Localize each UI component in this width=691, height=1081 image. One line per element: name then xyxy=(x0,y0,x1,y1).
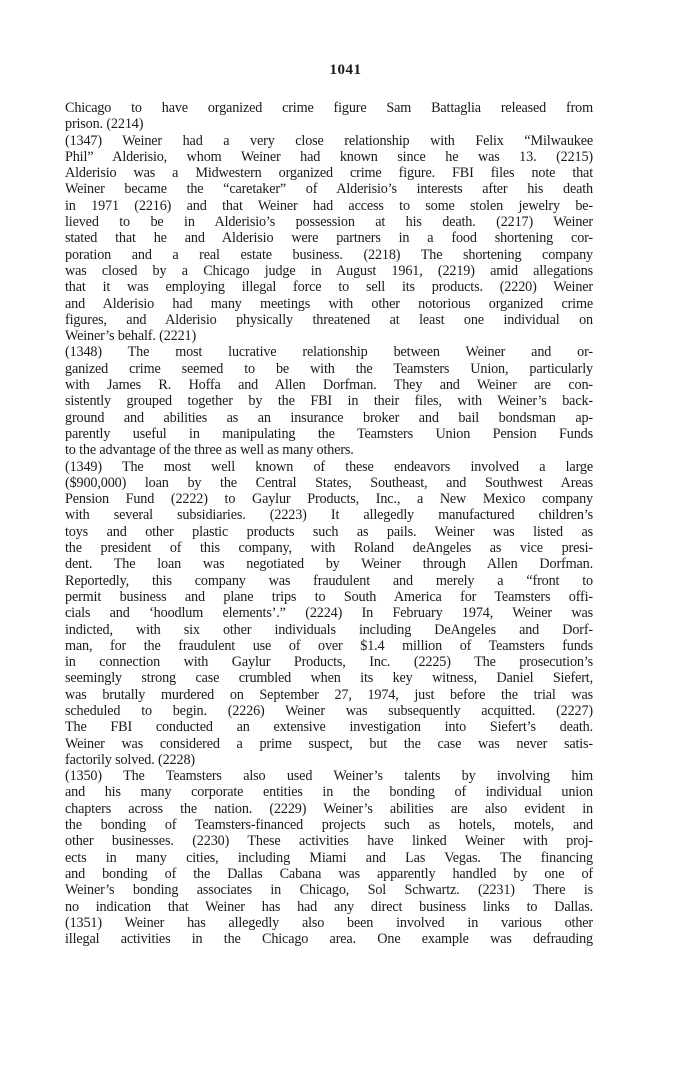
text-line: the president of this company, with Roland deAngeles as vice presi- xyxy=(65,540,593,557)
text-line: Weiner’s bonding associates in Chicago, Sol Schwartz. (2231) There is xyxy=(65,882,593,899)
text-line: to the advantage of the three as well as many others. xyxy=(65,442,354,459)
text-line: ground and abilities as an insurance broker and bail bondsman ap- xyxy=(65,409,593,426)
text-line: factorily solved. (2228) xyxy=(65,751,195,768)
text-line: Weiner’s behalf. (2221) xyxy=(65,328,197,345)
page-number: 1041 xyxy=(329,62,362,78)
text-line: The FBI conducted an extensive investigation into Siefert’s death. xyxy=(65,719,593,736)
text-line: and bonding of the Dallas Cabana was apparently handled by one of xyxy=(65,865,593,882)
text-line: Pension Fund (2222) to Gaylur Products, Inc., a New Mexico company xyxy=(65,491,593,508)
text-line: was closed by a Chicago judge in August 1961, (2219) amid allegations xyxy=(65,262,593,279)
text-line: Reportedly, this company was fraudulent and merely a “front to xyxy=(65,572,593,589)
text-line: and Alderisio had many meetings with other notorious organized crime xyxy=(65,295,593,312)
text-line: illegal activities in the Chicago area. One example was defrauding xyxy=(65,931,593,948)
text-line: with James R. Hoffa and Allen Dorfman. They and Weiner are con- xyxy=(65,377,593,394)
text-line: poration and a real estate business. (2218) The shortening company xyxy=(65,246,593,263)
text-line: seemingly strong case crumbled when its key witness, Daniel Siefert, xyxy=(65,670,593,687)
text-line: man, for the fraudulent use of over $1.4 million of Teamsters funds xyxy=(65,637,593,654)
text-line: other businesses. (2230) These activities have linked Weiner with proj- xyxy=(65,833,593,850)
text-line: in connection with Gaylur Products, Inc. (2225) The prosecution’s xyxy=(65,654,593,671)
text-line: (1347) Weiner had a very close relationship with Felix “Milwaukee xyxy=(65,132,593,149)
text-line: stated that he and Alderisio were partners in a food shortening cor- xyxy=(65,230,593,247)
text-line: Weiner became the “caretaker” of Alderisio’s interests after his death xyxy=(65,181,593,198)
text-line: scheduled to begin. (2226) Weiner was subsequently acquitted. (2227) xyxy=(65,702,593,719)
text-line: the bonding of Teamsters-financed projects such as hotels, motels, and xyxy=(65,817,593,834)
text-line: Chicago to have organized crime figure Sam Battaglia released from xyxy=(65,100,593,116)
text-line: was brutally murdered on September 27, 1974, just before the trial was xyxy=(65,686,593,703)
text-line: and his many corporate entities in the bonding of individual union xyxy=(65,784,593,801)
text-line: no indication that Weiner has had any direct business links to Dallas. xyxy=(65,898,593,915)
text-line: (1348) The most lucrative relationship between Weiner and or- xyxy=(65,344,593,361)
text-line: sistently grouped together by the FBI in their files, with Weiner’s back- xyxy=(65,393,593,410)
body-text xyxy=(65,100,593,947)
text-line: chapters across the nation. (2229) Weiner’s abilities are also evident in xyxy=(65,800,593,817)
text-line: Phil” Alderisio, whom Weiner had known since he was 13. (2215) xyxy=(65,148,593,165)
text-line: with several subsidiaries. (2223) It allegedly manufactured children’s xyxy=(65,507,593,524)
text-line: Alderisio was a Midwestern organized crime figure. FBI files note that xyxy=(65,165,593,182)
text-line: (1349) The most well known of these endeavors involved a large xyxy=(65,458,593,475)
text-line: cials and ‘hoodlum elements’.” (2224) In February 1974, Weiner was xyxy=(65,605,593,622)
text-line: in 1971 (2216) and that Weiner had access to some stolen jewelry be- xyxy=(65,197,593,214)
text-line: Weiner was considered a prime suspect, but the case was never satis- xyxy=(65,735,593,752)
text-line: dent. The loan was negotiated by Weiner through Allen Dorfman. xyxy=(65,556,593,573)
text-line: (1351) Weiner has allegedly also been involved in various other xyxy=(65,914,593,931)
text-line: toys and other plastic products such as pails. Weiner was listed as xyxy=(65,523,593,540)
text-line: ($900,000) loan by the Central States, Southeast, and Southwest Areas xyxy=(65,474,593,491)
text-line: (1350) The Teamsters also used Weiner’s talents by involving him xyxy=(65,768,593,785)
text-line: parently useful in manipulating the Teamsters Union Pension Funds xyxy=(65,425,593,442)
text-line: indicted, with six other individuals including DeAngeles and Dorf- xyxy=(65,621,593,638)
text-line: ects in many cities, including Miami and Las Vegas. The financing xyxy=(65,849,593,866)
text-line: prison. (2214) xyxy=(65,116,144,133)
text-line: figures, and Alderisio physically threatened at least one individual on xyxy=(65,311,593,328)
text-line: that it was employing illegal force to sell its products. (2220) Weiner xyxy=(65,279,593,296)
text-line: permit business and plane trips to South America for Teamsters offi- xyxy=(65,588,593,605)
text-line: ganized crime seemed to be with the Teamsters Union, particularly xyxy=(65,360,593,377)
text-line: lieved to be in Alderisio’s possession at his death. (2217) Weiner xyxy=(65,214,593,231)
